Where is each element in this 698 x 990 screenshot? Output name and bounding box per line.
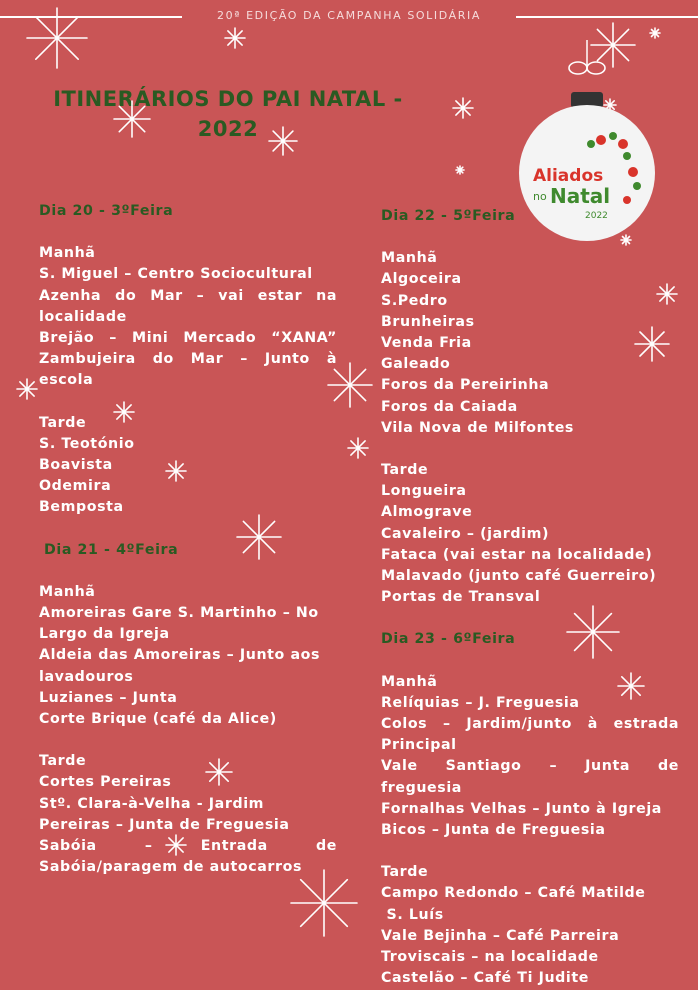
day-23-afternoon-label: Tarde <box>381 864 429 881</box>
list-item: Portas de Transval <box>381 589 541 606</box>
list-item: Luzianes – Junta <box>39 689 178 706</box>
list-item: Venda Fria <box>381 335 472 352</box>
day-23-title: Dia 23 - 6ºFeira <box>381 631 516 648</box>
list-item: Fornalhas Velhas – Junto à Igreja <box>381 800 662 817</box>
snowflake-icon <box>650 28 660 38</box>
list-item: Campo Redondo – Café Matilde <box>381 885 646 902</box>
list-item: Colos – Jardim/junto à estrada <box>381 716 679 733</box>
list-item: Bicos – Junta de Freguesia <box>381 822 606 839</box>
list-item: S. Luís <box>381 906 444 923</box>
logo-word-1: Aliados <box>533 166 604 186</box>
list-item: Corte Brique (café da Alice) <box>39 711 277 728</box>
list-item: Cavaleiro – (jardim) <box>381 525 550 542</box>
list-item: Largo da Igreja <box>39 626 170 643</box>
campaign-subtitle: 20ª EDIÇÃO DA CAMPANHA SOLIDÁRIA <box>217 9 481 22</box>
day-22-title: Dia 22 - 5ºFeira <box>381 208 516 224</box>
snowflake-icon <box>27 8 87 68</box>
list-item: Aldeia das Amoreiras – Junto aos <box>39 647 321 664</box>
snowflake-icon <box>114 101 150 137</box>
list-item: localidade <box>39 308 127 325</box>
snowflake-icon <box>348 438 368 458</box>
list-item: Foros da Pereirinha <box>381 377 550 394</box>
list-item: S. Teotónio <box>39 435 135 452</box>
list-item: Malavado (junto café Guerreiro) <box>381 568 657 585</box>
list-item: lavadouros <box>39 668 134 685</box>
logo-word-no: no <box>533 190 547 203</box>
title-line-2: 2022 <box>197 117 259 141</box>
list-item: S. Miguel – Centro Sociocultural <box>39 266 313 283</box>
list-item: Troviscais – na localidade <box>381 949 599 966</box>
day-23-morning-label: Manhã <box>381 673 438 690</box>
list-item: Brejão – Mini Mercado “XANA” <box>39 330 337 347</box>
list-item: Principal <box>381 737 457 754</box>
list-item: Boavista <box>39 457 113 474</box>
logo-year: 2022 <box>585 211 608 221</box>
list-item: Algoceira <box>381 271 462 288</box>
snowflake-icon <box>17 379 37 399</box>
list-item: Castelão – Café Ti Judite <box>381 970 589 987</box>
title-line-1: ITINERÁRIOS DO PAI NATAL - <box>53 87 403 111</box>
list-item: Amoreiras Gare S. Martinho – No <box>39 605 319 622</box>
list-item: Almograve <box>381 504 473 521</box>
list-item: freguesia <box>381 779 462 796</box>
list-item: escola <box>39 372 94 389</box>
list-item: Stº. Clara-à-Velha - Jardim <box>39 795 265 812</box>
day-20-title: Dia 20 - 3ºFeira <box>39 203 174 219</box>
snowflake-icon <box>453 98 473 118</box>
list-item: Foros da Caiada <box>381 398 518 415</box>
list-item: Cortes Pereiras <box>39 774 172 791</box>
day-22-afternoon-label: Tarde <box>381 462 429 479</box>
list-item: Galeado <box>381 356 451 373</box>
list-item: Longueira <box>381 483 467 500</box>
logo-word-2: Natal <box>550 184 611 208</box>
list-item: Vila Nova de Milfontes <box>381 419 574 436</box>
itinerary-right-column <box>381 206 679 990</box>
list-item: Relíquias – J. Freguesia <box>381 694 580 711</box>
list-item: Fataca (vai estar na localidade) <box>381 546 653 563</box>
day-20-morning-label: Manhã <box>39 245 96 262</box>
day-22-morning-label: Manhã <box>381 250 438 267</box>
snowflake-icon <box>269 127 297 155</box>
day-21-title: Dia 21 - 4ºFeira <box>44 541 179 558</box>
list-item: Azenha do Mar – vai estar na <box>39 287 337 304</box>
list-item: Bemposta <box>39 499 124 516</box>
list-item: Odemira <box>39 478 112 495</box>
snowflake-icon <box>225 28 245 48</box>
itinerary-left-column <box>39 201 337 878</box>
list-item: S.Pedro <box>381 292 448 309</box>
day-21-afternoon-label: Tarde <box>39 753 87 770</box>
list-item: Pereiras – Junta de Freguesia <box>39 816 290 833</box>
day-20-afternoon-label: Tarde <box>39 414 87 431</box>
list-item: Vale Bejinha – Café Parreira <box>381 927 620 944</box>
snowflake-icon <box>291 870 357 936</box>
list-item: Sabóia/paragem de autocarros <box>39 859 303 876</box>
list-item: Zambujeira do Mar – Junto à <box>39 351 337 368</box>
list-item: Vale Santiago – Junta de <box>381 758 679 775</box>
snowflake-icon <box>456 166 464 174</box>
list-item: Sabóia – Entrada de <box>39 838 337 855</box>
list-item: Brunheiras <box>381 313 475 330</box>
day-21-morning-label: Manhã <box>39 583 96 600</box>
